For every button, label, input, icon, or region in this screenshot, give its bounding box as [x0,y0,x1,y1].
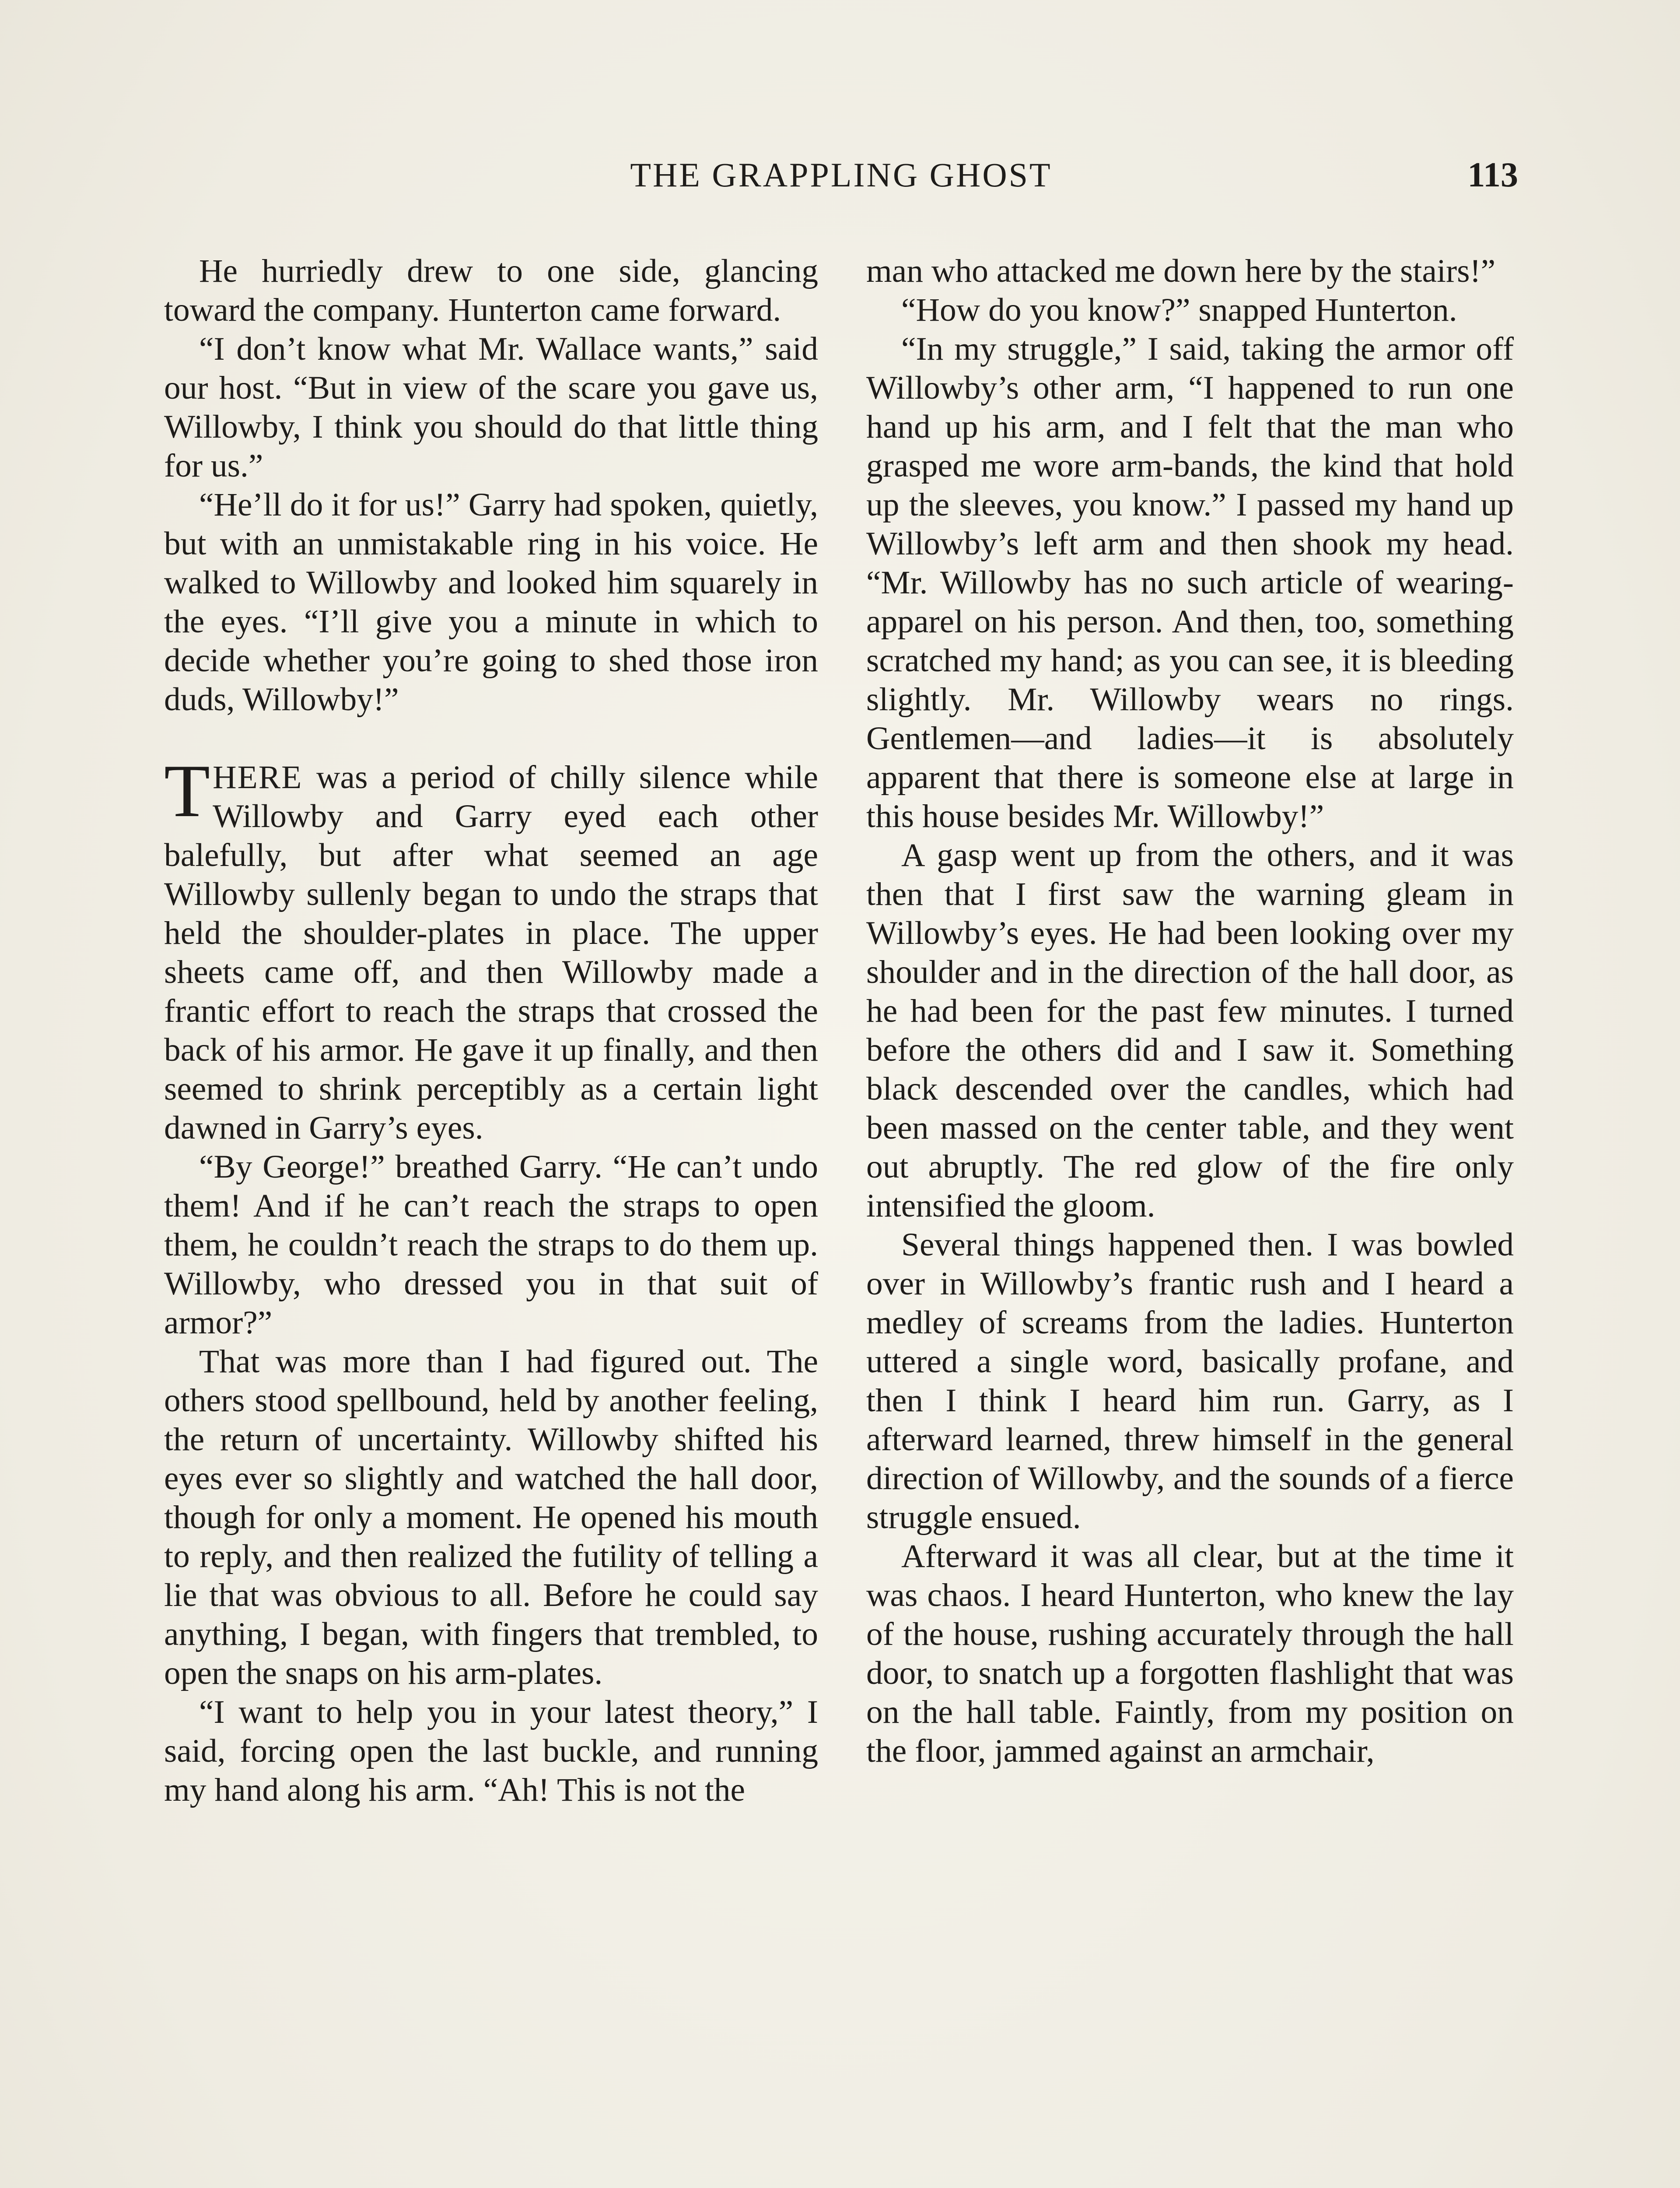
paragraph: “I don’t know what Mr. Wallace wants,” said our host. “But in view of the scare you gave us, Willowby, I think you should do that little thing for us.” [164,331,818,484]
drop-cap: T [164,750,210,833]
paragraph: “In my struggle,” I said, taking the armor off Willowby’s other arm, “I happened to run one hand up his arm, and I felt that the man who grasped me wore arm-bands, the kind that hold up the sleeves, you know.” I passed my hand up Willowby’s left arm and then shook my head. “Mr. Willowby has no such article of wearing-apparel on his person. And then, too, something scratched my hand; as you can see, it is bleeding slightly. Mr. Willowby wears no rings. Gentlemen—and ladies—it is absolutely apparent that there is someone else at large in this house besides Mr. Willowby!” [866,331,1514,835]
paragraph: Afterward it was all clear, but at the time it was chaos. I heard Hunterton, who knew the lay of the house, rushing accurately through the hall door, to snatch up a forgotten flashlight that was on the hall table. Faintly, from my position on the floor, jammed against an armchair, [866,1538,1514,1769]
paragraph: He hurriedly drew to one side, glancing toward the company. Hunterton came forward. [164,253,818,328]
left-column [164,252,818,1809]
paragraph: That was more than I had figured out. The others stood spellbound, held by another feeling, the return of uncertainty. Willowby shifted his eyes ever so slightly and watched the hall door, though for only a moment. He opened his mouth to reply, and then realized the futility of telling a lie that was obvious to all. Before he could say anything, I began, with fingers that trembled, to open the snaps on his arm-plates. [164,1343,818,1691]
running-head [164,151,1518,199]
right-column [866,252,1514,1771]
paragraph: “I want to help you in your latest theory,” I said, forcing open the last buckle, and running my hand along his arm. “Ah! This is not the [164,1694,818,1808]
running-title: THE GRAPPLING GHOST [630,156,1052,194]
small-caps-lead: HERE [213,759,303,796]
paragraph-text: was a period of chilly silence while Willowby and Garry eyed each other balefully, but after what seemed an age Willowby sullenly began to undo the straps that held the shoulder-plates in place. The upper sheets came off, and then Willowby made a frantic effort to reach the straps that crossed the back of his armor. He gave it up finally, and then seemed to shrink perceptibly as a certain light dawned in Garry’s eyes. [164,759,818,1146]
paragraph: “How do you know?” snapped Hunterton. [901,292,1457,328]
paragraph: “He’ll do it for us!” Garry had spoken, quietly, but with an unmistakable ring in his voice. He walked to Willowby and looked him squarely in the eyes. “I’ll give you a minute in which to decide whether you’re going to shed those iron duds, Willowby!” [164,487,818,718]
paragraph: A gasp went up from the others, and it was then that I first saw the warning gleam in Willowby’s eyes. He had been looking over my shoulder and in the direction of the hall door, as he had been for the past few minutes. I turned before the others did and I saw it. Something black descended over the candles, which had been massed on the center table, and they went out abruptly. The red glow of the fire only intensified the gloom. [866,837,1514,1224]
paragraph: Several things happened then. I was bowled over in Willowby’s frantic rush and I heard a medley of screams from the ladies. Hunterton uttered a single word, basically profane, and then I think I heard him run. Garry, as I afterward learned, threw himself in the general direction of Willowby, and the sounds of a fierce struggle ensued. [866,1227,1514,1536]
section-start-paragraph [164,750,818,1147]
page-number: 113 [1467,156,1518,194]
paragraph: “By George!” breathed Garry. “He can’t undo them! And if he can’t reach the straps to open them, he couldn’t reach the straps to do them up. Willowby, who dressed you in that suit of armor?” [164,1149,818,1341]
paragraph: man who attacked me down here by the stairs!” [866,253,1496,289]
